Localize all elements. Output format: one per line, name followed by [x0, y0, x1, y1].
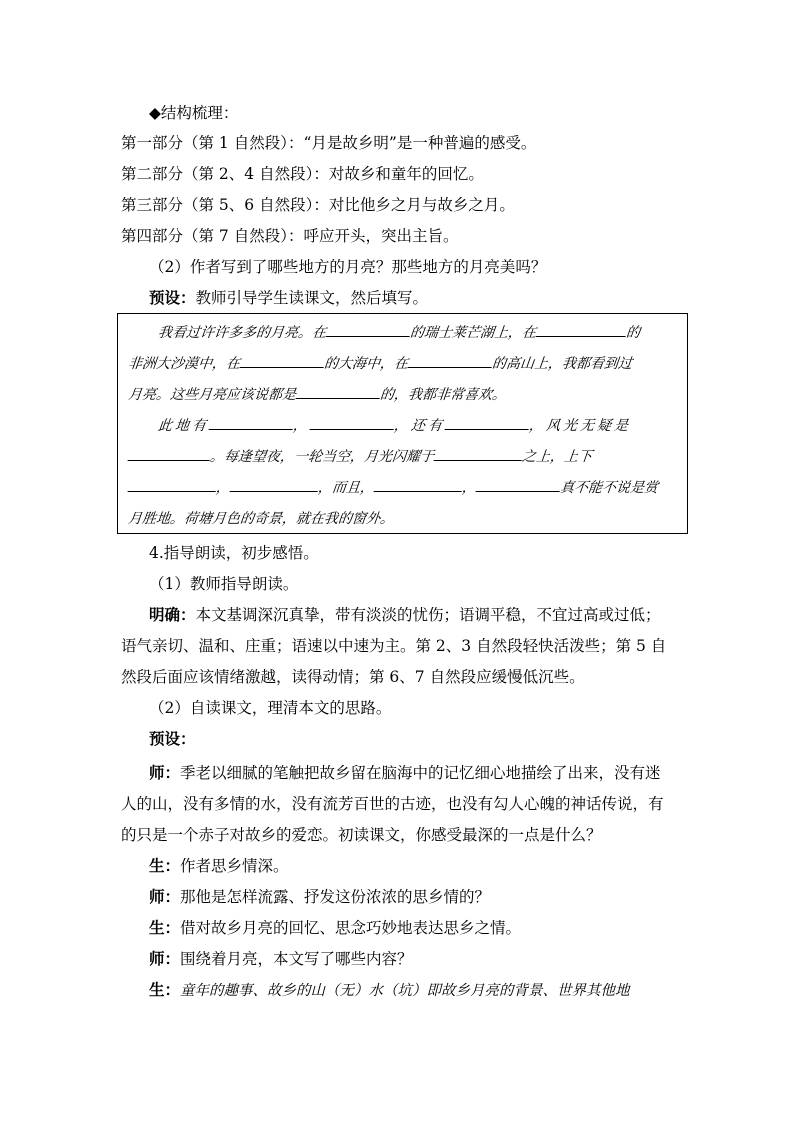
box-line-6: ， ，而且， ， 真不能不说是赏 [127, 477, 659, 499]
blank-2[interactable] [536, 322, 628, 337]
teacher-line-1c: 的只是一个赤子对故乡的爱恋。初读课文，你感受最深的一点是什么？ [121, 826, 602, 844]
structure-part-3: 第三部分（第 5、6 自然段）：对比他乡之月与故乡之月。 [121, 196, 515, 214]
clarify-label: 明确： [149, 605, 196, 624]
blank-14[interactable] [476, 477, 562, 492]
student-line-3: 生：童年的趣事、故乡的山（无）水（坑）即故乡月亮的背景、世界其他地 [149, 980, 630, 999]
preset-line [121, 287, 428, 309]
structure-part-1: 第一部分（第 1 自然段）：“月是故乡明”是一种普遍的感受。 [121, 134, 537, 152]
blank-7[interactable] [310, 415, 396, 430]
structure-part-2: 第二部分（第 2、4 自然段）：对故乡和童年的回忆。 [121, 165, 484, 183]
box-line-1: 我看过许许多多的月亮。在 的瑞士莱芒湖上，在 的 [157, 322, 641, 344]
teacher-line-1: 师：季老以细腻的笔触把故乡留在脑海中的记忆细心地描绘了出来，没有迷 [149, 763, 661, 782]
section-4-sub-2: （2）自读课文，理清本文的思路。 [149, 699, 392, 717]
question-2: （2）作者写到了哪些地方的月亮？那些地方的月亮美吗？ [149, 258, 547, 276]
box-line-5: 。每逢望夜，一轮当空，月光闪耀于 之上，上下 [127, 446, 593, 468]
section-4-sub-1: （1）教师指导朗读。 [149, 575, 299, 593]
blank-13[interactable] [374, 477, 464, 492]
preset-text: 教师引导学生读课文，然后填写。 [195, 289, 429, 307]
blank-8[interactable] [445, 415, 531, 430]
structure-part-4: 第四部分（第 7 自然段）：呼应开头，突出主旨。 [121, 227, 459, 245]
blank-1[interactable] [326, 322, 412, 337]
student-line-1: 生：作者思乡情深。 [149, 856, 289, 875]
clarify-line-3: 然段后面应该情绪激越，读得动情；第 6、7 自然段应缓慢低沉些。 [121, 668, 585, 686]
structure-heading: ◆结构梳理： [149, 104, 239, 122]
blank-12[interactable] [230, 477, 320, 492]
box-line-2: 非洲大沙漠中，在 的大海中，在 的高山上，我都看到过 [127, 353, 633, 375]
box-line-3: 月亮。这些月亮应该说都是 的，我都非常喜欢。 [127, 384, 507, 406]
preset-label: 预设： [149, 288, 196, 307]
blank-4[interactable] [408, 353, 494, 368]
blank-11[interactable] [128, 477, 218, 492]
blank-6[interactable] [209, 415, 295, 430]
clarify-line-2: 语气亲切、温和、庄重；语速以中速为主。第 2、3 自然段轻快活泼些；第 5 自 [121, 637, 667, 655]
teacher-line-1b: 人的山，没有多情的水，没有流芳百世的古迹，也没有勾人心魄的神话传说，有 [121, 795, 664, 813]
blank-3[interactable] [240, 353, 326, 368]
box-line-4: 此地有 ， ，还有 ，风光无疑是 [157, 415, 632, 437]
teacher-line-3: 师：围绕着月亮，本文写了哪些内容？ [149, 949, 413, 968]
blank-9[interactable] [128, 446, 212, 461]
teacher-line-2: 师：那他是怎样流露、抒发这份浓浓的思乡情的？ [149, 887, 491, 906]
clarify-line-1: 明确：本文基调深沉真挚，带有淡淡的忧伤；语调平稳，不宜过高或过低； [149, 605, 661, 624]
box-line-7: 月胜地。荷塘月色的奇景，就在我的窗外。 [127, 511, 395, 527]
blank-5[interactable] [296, 384, 382, 399]
section-4-title: 4.指导朗读，初步感悟。 [149, 544, 319, 562]
blank-10[interactable] [434, 446, 524, 461]
student-line-2: 生：借对故乡月亮的回忆、思念巧妙地表达思乡之情。 [149, 918, 522, 937]
fill-in-box [117, 313, 688, 534]
preset-label-2: 预设： [149, 729, 196, 748]
